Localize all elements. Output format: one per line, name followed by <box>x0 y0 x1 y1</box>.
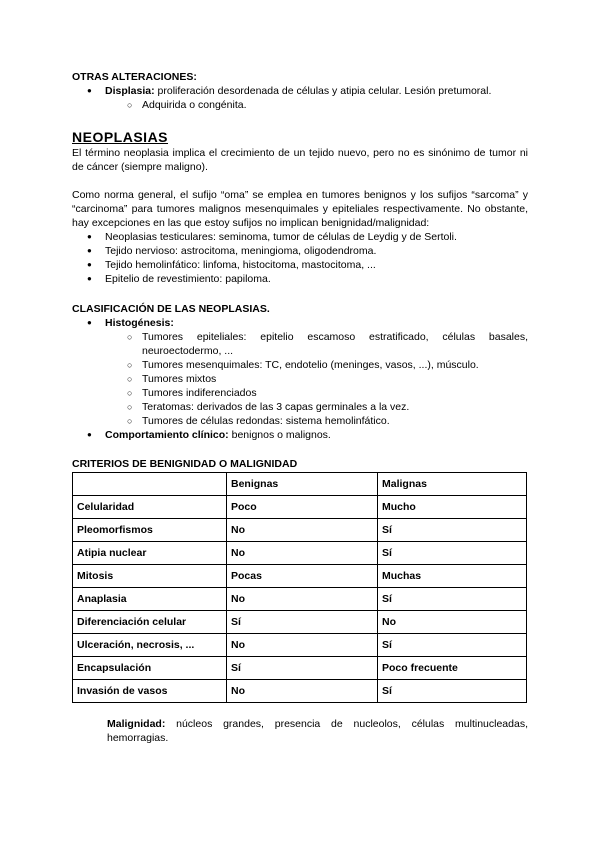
table-cell: No <box>227 588 378 611</box>
table-cell: Sí <box>378 588 527 611</box>
otras-list <box>72 84 528 112</box>
table-header-cell <box>73 473 227 496</box>
neoplasias-title: NEOPLASIAS <box>72 129 169 145</box>
neoplasias-paragraph-1: El término neoplasia implica el crecimiento de un tejido nuevo, pero no es sinónimo de tumor ni de cáncer (siempre maligno). <box>72 147 528 173</box>
displasia-text: proliferación desordenada de células y atipia celular. Lesión pretumoral. <box>154 85 492 97</box>
table-row <box>73 657 527 680</box>
histogenesis-label: Histogénesis: <box>105 317 174 329</box>
table-cell: Sí <box>378 519 527 542</box>
list-item: ● Tejido nervioso: astrocitoma, meningioma, oligodendroma. <box>72 244 528 258</box>
table-cell: No <box>378 611 527 634</box>
table-cell: Sí <box>378 542 527 565</box>
table-cell: Sí <box>378 634 527 657</box>
table-cell: Sí <box>227 611 378 634</box>
criterios-title: CRITERIOS DE BENIGNIDAD O MALIGNIDAD <box>72 458 298 470</box>
table-cell: No <box>227 519 378 542</box>
displasia-label: Displasia: <box>105 85 155 97</box>
table-cell: Sí <box>227 657 378 680</box>
list-item: ● Neoplasias testiculares: seminoma, tumor de células de Leydig y de Sertoli. <box>72 230 528 244</box>
table-cell: Mitosis <box>73 565 227 588</box>
malignidad-text: núcleos grandes, presencia de nucleolos, células multinucleadas, hemorragias. <box>107 718 528 744</box>
list-item: ● Tejido hemolinfático: linfoma, histocitoma, mastocitoma, ... <box>72 258 528 272</box>
list-item: ○ Tumores mixtos <box>72 372 528 386</box>
table-cell: Poco <box>227 496 378 519</box>
table-cell: Pleomorfismos <box>73 519 227 542</box>
table-cell: No <box>227 680 378 703</box>
criterios-table <box>72 472 527 703</box>
document-page <box>72 70 528 745</box>
clasificacion-list <box>72 316 528 442</box>
table-row <box>73 496 527 519</box>
table-header-row <box>73 473 527 496</box>
table-cell: Celularidad <box>73 496 227 519</box>
table-header-cell: Benignas <box>227 473 378 496</box>
comportamiento-text: benignos o malignos. <box>228 429 331 441</box>
table-cell: Atipia nuclear <box>73 542 227 565</box>
table-row <box>73 588 527 611</box>
table-cell: No <box>227 634 378 657</box>
table-cell: Ulceración, necrosis, ... <box>73 634 227 657</box>
malignidad-note <box>72 717 528 745</box>
neoplasias-paragraph-2: Como norma general, el sufijo “oma” se emplea en tumores benignos y los sufijos “sarcoma” y “carcinoma” para tumores malignos mesenquimales y epiteliales respectivamente. No obstante, hay excepciones en las que estoy sufijos no implican benignidad/malignidad: <box>72 189 528 229</box>
table-cell: Encapsulación <box>73 657 227 680</box>
list-item: ○ Tumores mesenquimales: TC, endotelio (meninges, vasos, ...), músculo. <box>72 358 528 372</box>
malignidad-label: Malignidad: <box>107 718 166 730</box>
otras-alteraciones-title: OTRAS ALTERACIONES: <box>72 71 197 83</box>
list-item: ○ Tumores de células redondas: sistema hemolinfático. <box>72 414 528 428</box>
table-row <box>73 611 527 634</box>
table-cell: Mucho <box>378 496 527 519</box>
table-cell: Muchas <box>378 565 527 588</box>
table-row <box>73 565 527 588</box>
comportamiento-label: Comportamiento clínico: <box>105 429 229 441</box>
list-item <box>72 84 528 98</box>
list-item: ● Epitelio de revestimiento: papiloma. <box>72 272 528 286</box>
table-cell: Poco frecuente <box>378 657 527 680</box>
list-item: ○ Tumores epiteliales: epitelio escamoso estratificado, células basales, neuroectodermo, ... <box>72 330 528 358</box>
list-item <box>72 428 528 442</box>
clasificacion-title: CLASIFICACIÓN DE LAS NEOPLASIAS. <box>72 303 270 315</box>
neoplasias-bullets <box>72 230 528 286</box>
list-item: ○ Adquirida o congénita. <box>72 98 528 112</box>
table-cell: Sí <box>378 680 527 703</box>
table-cell: Anaplasia <box>73 588 227 611</box>
table-row <box>73 634 527 657</box>
table-row <box>73 519 527 542</box>
table-cell: No <box>227 542 378 565</box>
table-row <box>73 542 527 565</box>
table-cell: Diferenciación celular <box>73 611 227 634</box>
table-row <box>73 680 527 703</box>
table-header-cell: Malignas <box>378 473 527 496</box>
list-item <box>72 316 528 330</box>
list-item: ○ Tumores indiferenciados <box>72 386 528 400</box>
table-cell: Invasión de vasos <box>73 680 227 703</box>
table-cell: Pocas <box>227 565 378 588</box>
list-item: ○ Teratomas: derivados de las 3 capas germinales a la vez. <box>72 400 528 414</box>
